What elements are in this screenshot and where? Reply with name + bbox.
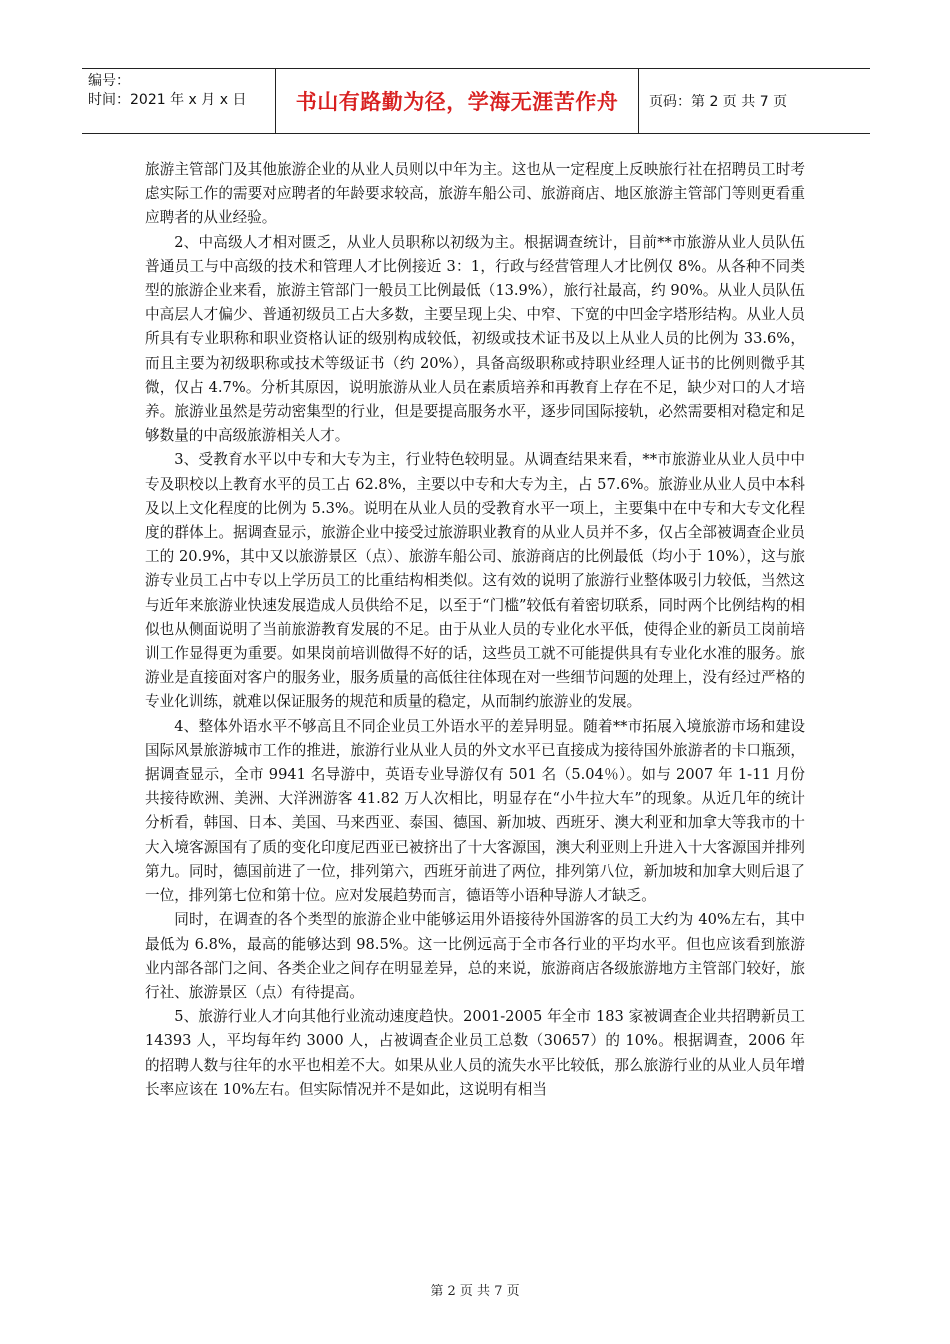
document-date: 时间：2021 年 x 月 x 日: [88, 92, 247, 108]
page-footer: 第 2 页 共 7 页: [430, 1284, 520, 1299]
document-number: 编号：: [88, 73, 130, 89]
paragraph: 3、受教育水平以中专和大专为主，行业特色较明显。从调查结果来看，**市旅游业从业人员中中专及职校以上教育水平的员工占 62.8%，主要以中专和大专为主，占 57.6%。旅游业从业人员中本科及以上文化程度的比例为 5.3%。说明在从业人员的受教育水平一项上，主要集中在中专和大专文化程度的群体上。据调查显示，旅游企业中接受过旅游职业教育的从业人员并不多，仅占全部被调查企业员工的 20.9%，其中又以旅游景区（点）、旅游车船公司、旅游商店的比例最低（均小于 10%），这与旅游专业员工占中专以上学历员工的比重结构相类似。这有效的说明了旅游行业整体吸引力较低，当然这与近年来旅游业快速发展造成人员供给不足，以至于“门槛”较低有着密切联系，同时两个比例结构的相似也从侧面说明了当前旅游教育发展的不足。由于从业人员的专业化水平低，使得企业的新员工岗前培训工作显得更为重要。如果岗前培训做得不好的话，这些员工就不可能提供具有专业化水准的服务。旅游业是直接面对客户的服务业，服务质量的高低往往体现在对一些细节问题的处理上，没有经过严格的专业化训练，就难以保证服务的规范和质量的稳定，从而制约旅游业的发展。: [145, 451, 805, 711]
paragraph: 2、中高级人才相对匮乏，从业人员职称以初级为主。根据调查统计，目前**市旅游从业人员队伍普通员工与中高级的技术和管理人才比例接近 3：1，行政与经营管理人才比例仅 8%。从各种不同类型的旅游企业来看，旅游主管部门一般员工比例最低（13.9%），旅行社最高，约 90%。从业人员队伍中高层人才偏少、普通初级员工占大多数，主要呈现上尖、中窄、下宽的中凹金字塔形结构。从业人员所具有专业职称和职业资格认证的级别构成较低，初级或技术证书及以上从业人员的比例为 33.6%，而且主要为初级职称或技术等级证书（约 20%），具备高级职称或持职业经理人证书的比例则微乎其微，仅占 4.7%。分析其原因，说明旅游从业人员在素质培养和再教育上存在不足，缺少对口的人才培养。旅游业虽然是劳动密集型的行业，但是要提高服务水平，逐步同国际接轨，必然需要相对稳定和足够数量的中高级旅游相关人才。: [145, 233, 805, 445]
header-meta: [82, 69, 275, 133]
header-motto: 书山有路勤为径，学海无涯苦作舟: [275, 69, 639, 133]
paragraph: 5、旅游行业人才向其他行业流动速度趋快。2001-2005 年全市 183 家被调查企业共招聘新员工 14393 人，平均每年约 3000 人，占被调查企业员工总数（30657）的 10%。根据调查，2006 年的招聘人数与往年的水平也相差不大。如果从业人员的流失水平比较低，那么旅游行业的从业人员年增长率应该在 10%左右。但实际情况并不是如此，这说明有相当: [145, 1008, 805, 1098]
header-page-number: 页码：第 2 页 共 7 页: [649, 94, 788, 110]
document-body: [145, 158, 805, 1102]
paragraph: 4、整体外语水平不够高且不同企业员工外语水平的差异明显。随着**市拓展入境旅游市场和建设国际风景旅游城市工作的推进，旅游行业从业人员的外文水平已直接成为接待国外旅游者的卡口瓶颈，据调查显示，全市 9941 名导游中，英语专业导游仅有 501 名（5.04％）。如与 2007 年 1-11 月份共接待欧洲、美洲、大洋洲游客 41.82 万人次相比，明显存在“小牛拉大车”的现象。从近几年的统计分析看，韩国、日本、美国、马来西亚、泰国、德国、新加坡、西班牙、澳大利亚和加拿大等我市的十大入境客源国有了质的变化印度尼西亚已被挤出了十大客源国，澳大利亚则上升进入十大客源国并排列第九。同时，德国前进了一位，排列第六，西班牙前进了两位，排列第八位，新加坡和加拿大则后退了一位，排列第七位和第十位。应对发展趋势而言，德语等小语种导游人才缺乏。: [145, 717, 805, 905]
paragraph: 同时，在调查的各个类型的旅游企业中能够运用外语接待外国游客的员工大约为 40%左右，其中最低为 6.8%，最高的能够达到 98.5%。这一比例远高于全市各行业的平均水平。但也应该看到旅游业内部各部门之间、各类企业之间存在明显差异，总的来说，旅游商店各级旅游地方主管部门较好，旅行社、旅游景区（点）有待提高。: [145, 911, 805, 1001]
paragraph: 旅游主管部门及其他旅游企业的从业人员则以中年为主。这也从一定程度上反映旅行社在招聘员工时考虑实际工作的需要对应聘者的年龄要求较高，旅游车船公司、旅游商店、地区旅游主管部门等则更看重应聘者的从业经验。: [145, 161, 805, 227]
page-header: [82, 68, 870, 134]
